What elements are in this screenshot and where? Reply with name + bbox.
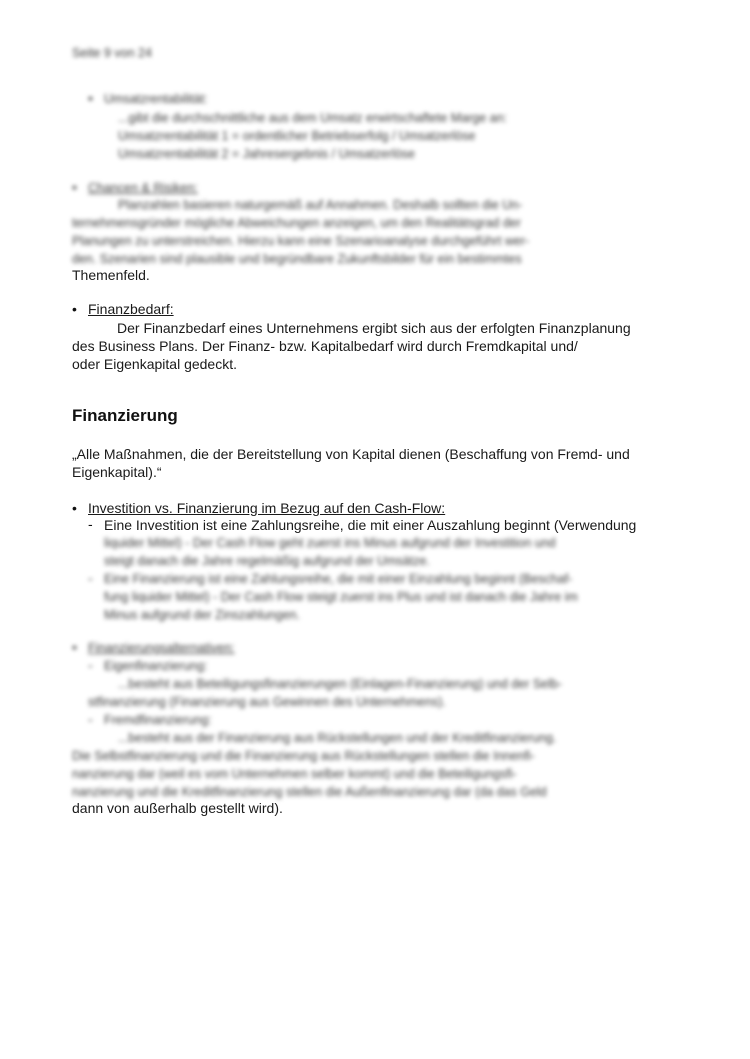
bullet-dot: • bbox=[72, 639, 77, 655]
chancen-title: Chancen & Risiken: bbox=[88, 181, 198, 195]
eigen-title: Eigenfinanzierung: bbox=[104, 659, 208, 673]
finanzbedarf-line-2: des Business Plans. Der Finanz- bzw. Kapitalbedarf wird durch Fremdkapital und/ bbox=[72, 338, 578, 354]
fremd-line-5: dann von außerhalb gestellt wird). bbox=[72, 800, 283, 816]
dash-marker: - bbox=[88, 516, 93, 532]
chancen-line-5: Themenfeld. bbox=[72, 267, 150, 283]
investition-title: Investition vs. Finanzierung im Bezug auf den Cash-Flow: bbox=[88, 500, 446, 516]
eigen-line-2: stfinanzierung (Finanzierung aus Gewinnen des Unternehmens). bbox=[88, 695, 446, 709]
chancen-line-2: ternehmensgründer mögliche Abweichungen anzeigen, um den Realitätsgrad der bbox=[72, 216, 521, 230]
finanzbedarf-line-3: oder Eigenkapital gedeckt. bbox=[72, 356, 237, 372]
alternativen-title: Finanzierungsalternativen: bbox=[88, 641, 235, 655]
bullet-dot: • bbox=[72, 500, 77, 516]
chancen-line-1: Planzahlen basieren naturgemäß auf Annahmen. Deshalb sollten die Un- bbox=[118, 198, 523, 212]
fremd-title: Fremdfinanzierung: bbox=[104, 713, 212, 727]
fremd-line-4: nanzierung und die Kreditfinanzierung stellen die Außenfinanzierung dar (da das Geld bbox=[72, 785, 547, 799]
bullet-dot: • bbox=[72, 301, 77, 317]
page-number-label: Seite 9 von 24 bbox=[72, 46, 152, 60]
investition-line-6: Minus aufgrund der Zinszahlungen. bbox=[104, 608, 300, 622]
fremd-line-1: ...besteht aus der Finanzierung aus Rückstellungen und der Kreditfinanzierung. bbox=[118, 731, 557, 745]
finanzbedarf-title: Finanzbedarf: bbox=[88, 301, 174, 317]
quote-line-1: „Alle Maßnahmen, die der Bereitstellung von Kapital dienen (Beschaffung von Fremd- und bbox=[72, 446, 630, 462]
chancen-line-4: den. Szenarien sind plausible und begründbare Zukunftsbilder für ein bestimmtes bbox=[72, 252, 522, 266]
umsatz-line-1: ...gibt die durchschnittliche aus dem Umsatz erwirtschaftete Marge an: bbox=[118, 111, 508, 125]
finanzbedarf-line-1: Der Finanzbedarf eines Unternehmens ergibt sich aus der erfolgten Finanzplanung bbox=[117, 320, 631, 336]
umsatz-line-2: Umsatzrentabilität 1 = ordentlicher Betriebserfolg / Umsatzerlöse bbox=[118, 129, 476, 143]
bullet-dot: • bbox=[88, 90, 93, 106]
fremd-line-2: Die Selbstfinanzierung und die Finanzierung aus Rückstellungen stellen die Innenfi- bbox=[72, 749, 535, 763]
dash-marker: - bbox=[88, 570, 93, 586]
chancen-line-3: Planungen zu unterstreichen. Hierzu kann eine Szenarioanalyse durchgeführt wer- bbox=[72, 234, 530, 248]
bullet-dot: • bbox=[72, 179, 77, 195]
investition-line-1: Eine Investition ist eine Zahlungsreihe, die mit einer Auszahlung beginnt (Verwendung bbox=[104, 517, 637, 533]
eigen-line-1: ...besteht aus Beteiligungsfinanzierungen (Einlagen-Finanzierung) und der Selb- bbox=[118, 677, 563, 691]
investition-line-3: steigt danach die Jahre regelmäßig aufgrund der Umsätze. bbox=[104, 554, 430, 568]
dash-marker: - bbox=[88, 657, 93, 673]
investition-line-4: Eine Finanzierung ist eine Zahlungsreihe, die mit einer Einzahlung beginnt (Beschaf- bbox=[104, 572, 573, 586]
section-heading: Finanzierung bbox=[72, 406, 178, 425]
dash-marker: - bbox=[88, 711, 93, 727]
investition-line-5: fung liquider Mittel) - Der Cash Flow steigt zuerst ins Plus und ist danach die Jahre im bbox=[104, 590, 578, 604]
umsatz-title: Umsatzrentabilität: bbox=[104, 92, 208, 106]
quote-line-2: Eigenkapital).“ bbox=[72, 464, 162, 480]
umsatz-line-3: Umsatzrentabilität 2 = Jahresergebnis / Umsatzerlöse bbox=[118, 147, 416, 161]
investition-line-2: liquider Mittel) - Der Cash Flow geht zuerst ins Minus aufgrund der Investition und bbox=[104, 536, 556, 550]
fremd-line-3: nanzierung dar (weil es vom Unternehmen selber kommt) und die Beteiligungsfi- bbox=[72, 767, 517, 781]
